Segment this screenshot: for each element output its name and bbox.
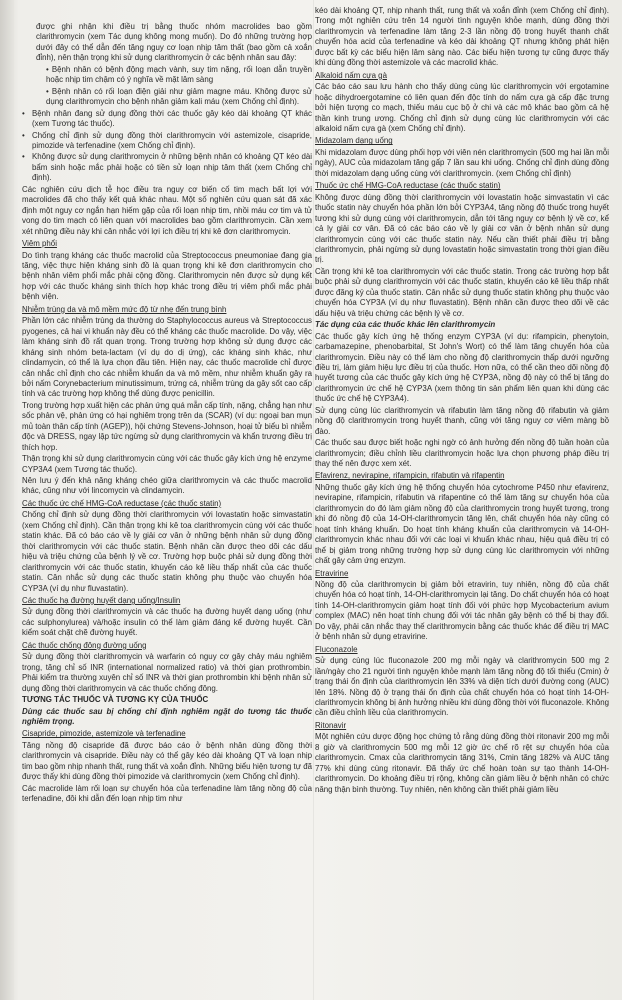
paragraph: Các nghiên cứu dịch tễ học điều tra nguy cơ biến cố tim mạch bất lợi với macrolides đã cho thấy kết quả khác nhau. Một số nghiên cứu quan sát đã xác định một nguy cơ ngắn hạn hiếm gặp của rối loạn nhịp tim, nhồi máu cơ tim và tử vong do tim mạch có liên quan với macrolides bao gồm clarithromycin. Cần xem xét những điều này khi cân nhắc với lợi ích điều trị khi kê đơn clarithromycin. (22, 184, 312, 236)
section-heading: TƯƠNG TÁC THUỐC VÀ TƯƠNG KỴ CỦA THUỐC (22, 695, 209, 705)
paragraph: được ghi nhận khi điều trị bằng thuốc nhóm macrolides bao gồm clarithromycin (xem Tác dụng không mong muốn). Do đó những trường hợp dưới đây có thể dẫn đến tăng nguy cơ loạn nhịp tâm thất (bao gồm cả xoắn đỉnh), nên thận trọng khi sử dụng clarithromycin ở các bệnh nhân sau đây: (36, 22, 312, 63)
paragraph: Các macrolide làm rối loạn sự chuyển hóa của terfenadine làm tăng nồng độ của terfenadine, đôi khi dẫn đến loạn nhịp tim như (22, 783, 312, 804)
page-binding-edge (0, 0, 14, 1000)
section-heading: Các thuốc ức chế HMG-CoA reductase (các thuốc statin) (22, 498, 222, 508)
left-text-column (22, 22, 312, 806)
section-heading: Nhiễm trùng da và mô mềm mức độ từ nhẹ đến trung bình (22, 304, 227, 314)
section-heading: Fluconazole (315, 644, 358, 654)
paragraph: Cần trọng khi kê toa clarithromycin với các thuốc statin. Trong các trường hợp bắt buộc phải sử dụng clarithromycin với các thuốc statin, khuyến cáo kê liều thấp nhất được đăng ký của thuốc statin. Cân nhắc sử dụng thuốc statin không phụ thuộc vào chuyển hóa CYP3A (ví dụ như fluvastatin). Bệnh nhân cần được theo dõi về các dấu hiệu và triệu chứng các bệnh lý về cơ. (315, 266, 609, 318)
section-heading: Alkaloid nấm cựa gà (315, 70, 387, 80)
section-heading: Tác dụng của các thuốc khác lên clarithromycin (315, 320, 496, 330)
paragraph: Các báo cáo sau lưu hành cho thấy dùng cùng lúc clarithromycin với ergotamine hoặc dihydroergotamine có liên quan đến độc tính do nấm cựa gà cấp đặc trưng bởi hiện tượng co mạch, thiếu máu cục bộ ở chi và các mô khác bao gồm cả hệ thần kinh trung ương. Chống chỉ định sử dụng cùng lúc clarithromycin với các alkaloid nấm cựa gà (xem Chống chỉ định). (315, 82, 609, 133)
section-heading: Cisapride, pimozide, astemizole và terfenadine (22, 729, 186, 739)
section-heading: Dùng các thuốc sau bị chống chỉ định nghiêm ngặt do tương tác thuốc nghiêm trọng. (22, 706, 312, 726)
paragraph: Một nghiên cứu dược động học chứng tỏ rằng dùng đồng thời ritonavir 200 mg mỗi 8 giờ và clarithromycin 500 mg mỗi 12 giờ ức chế rõ rệt sự chuyển hóa của clarithromycin. Cmax của clarithromycin tăng 31%, Cmin tăng 182% và AUC tăng 77% khi dùng cùng ritonavir. Đã thấy ức chế hoàn toàn sự tạo thành 14-OH-clarithromycin. Do khoảng điều trị rộng, không cần giảm liều ở bệnh nhân có chức năng thận bình thường. Tuy nhiên, nên không cần thiết phải giảm liều (315, 732, 609, 794)
paragraph: Chống chỉ định sử dụng đồng thời clarithromycin với lovastatin hoặc simvastatin (xem Chống chỉ định). Cần thận trọng khi kê toa clarithromycin cùng với các thuốc statin khác. Đã có báo cáo về ly giải cơ vân ở những bệnh nhân sử dụng đồng thời clarithromycin với các thuốc statin. Bệnh nhân cần được theo dõi các dấu hiệu và triệu chứng của bệnh lý về cơ. Trường hợp buộc phải sử dụng đồng thời clarithromycin với các thuốc statin, khuyến cáo kê liều thấp nhất của các thuốc statin. Cân nhắc sử dụng các thuốc statin không phụ thuộc vào chuyển hóa CYP3A (ví dụ như fluvastatin). (22, 510, 312, 593)
paragraph: Những thuốc gây kích ứng hệ thống chuyển hóa cytochrome P450 như efavirenz, nevirapine, rifampicin, rifabutin và rifapentine có thể làm tăng sự chuyển hóa của clarithromycin do đó làm giảm nồng độ của clarithromycin trong huyết tương, trong khi đó nồng độ của 14-OH-clarithromycin tăng lên, chất chuyển hóa này cũng có hoạt tính kháng khuẩn. Do hoạt tính kháng khuẩn của clarithromycin và 14-OH-clarithromycin khác nhau đối với các loại vi khuẩn khác nhau, hiệu quả điều trị có thể bị giảm trong những trường hợp sử dụng cùng lúc clarithromycin với những chất gây cảm ứng enzym. (315, 482, 609, 566)
paragraph: Tăng nồng độ cisapride đã được báo cáo ở bệnh nhân dùng đồng thời clarithromycin và cisapride. Điều này có thể gây kéo dài khoảng QT và loạn nhịp tim bao gồm nhịp nhanh thất, rung thất và xoắn đỉnh. Những biểu hiện tương tự đã được thấy khi dùng đồng thời pimozide và clarithromycin (xem Chống chỉ định). (22, 740, 312, 782)
section-heading: Midazolam dạng uống (315, 136, 393, 146)
paragraph: Nồng độ của clarithromycin bị giảm bởi etravirin, tuy nhiên, nồng độ của chất chuyển hóa có hoạt tính, 14-OH-clarithromycin lại tăng. Do chất chuyển hóa có hoạt tính 14-OH-clarithromycin giảm hoạt tính đối với phức hợp Mycobacterium avium complex (MAC) nên hoạt tính chung đối với tác nhân gây bệnh có thể bị thay đổi. Do vậy, phải cân nhắc thay thế clarithromycin bằng các thuốc khác để điều trị MAC ở bệnh nhân sử dụng etravirine. (315, 580, 609, 642)
paragraph: • Không được sử dụng clarithromycin ở những bệnh nhân có khoảng QT kéo dài bẩm sinh hoặc mắc phải hoặc có tiền sử loạn nhịp tâm thất (xem Chống chỉ định). (22, 152, 312, 183)
paragraph: • Bệnh nhân đang sử dụng đồng thời các thuốc gây kéo dài khoảng QT khác (xem Tương tác thuốc). (22, 109, 312, 130)
paragraph: Nên lưu ý đến khả năng kháng chéo giữa clarithromycin và các thuốc macrolid khác, cũng như với lincomycin và clindamycin. (22, 476, 312, 496)
column-fold-crease (313, 0, 314, 1000)
paragraph: • Bệnh nhân có rối loạn điện giải như giảm magne máu. Không được sử dụng clarithromycin cho bệnh nhân giảm kali máu (xem Chống chỉ định). (46, 86, 312, 107)
paragraph: Do tình trạng kháng các thuốc macrolid của Streptococcus pneumoniae đang gia tăng, việc thực hiện kháng sinh đồ là quan trọng khi kê đơn clarithromycin cho bệnh nhân viêm phổi mắc phải cộng đồng. Clarithromycin nên được sử dụng kết hợp với các thuốc kháng sinh thích hợp khác trong điều trị viêm phổi mắc phải bệnh viện. (22, 250, 312, 302)
section-heading: Viêm phổi (22, 239, 57, 249)
paragraph: Các thuốc sau được biết hoặc nghi ngờ có ảnh hưởng đến nồng độ tuần hoàn của clarithromycin; điều chỉnh liều clarithromycin hoặc lựa chọn phương pháp điều trị thay thế nên được xem xét. (315, 438, 609, 469)
paragraph: Sử dụng đồng thời clarithromycin và warfarin có nguy cơ gây chảy máu nghiêm trọng, tăng chỉ số INR (international normalized ratio) và thời gian prothrombin. Phải kiểm tra thường xuyên chỉ số INR và thời gian prothrombin khi bệnh nhân sử dụng đồng thời clarithromycin và các thuốc chống đông. (22, 652, 312, 693)
paragraph: Sử dụng đồng thời clarithromycin và các thuốc hạ đường huyết dạng uống (như các sulphonylurea) và/hoặc insulin có thể làm giảm đáng kể đường huyết. Cần kiểm soát chặt chẽ đường huyết. (22, 607, 312, 638)
paragraph: Khi midazolam được dùng phối hợp với viên nén clarithromycin (500 mg hai lần mỗi ngày), AUC của midazolam tăng gấp 7 lần sau khi uống. Chống chỉ định dùng đồng thời midazolam dạng uống cùng với clarithromycin. (xem Chống chỉ định) (315, 147, 609, 178)
section-heading: Ritonavir (315, 720, 347, 730)
section-heading: Efavirenz, nevirapine, rifampicin, rifabutin và rifapentin (315, 471, 505, 481)
paragraph: Sử dụng cùng lúc fluconazole 200 mg mỗi ngày và clarithromycin 500 mg 2 lần/ngày cho 21 người tình nguyện khỏe mạnh làm tăng nồng độ tối thiểu (Cmin) ở trạng thái ổn định của clarithromycin lên 33% và diện tích dưới đường cong (AUC) lên 18%. Nồng độ ở trạng thái ổn định của chất chuyển hóa có hoạt tính 14-OH-clarithromycin không bị ảnh hưởng nhiều khi dùng đồng thời với fluconazole. Không cần điều chỉnh liều của clarithromycin. (315, 656, 609, 718)
paragraph: • Bệnh nhân có bệnh động mạch vành, suy tim nặng, rối loạn dẫn truyền hoặc nhịp tim chậm có ý nghĩa về mặt lâm sàng (46, 64, 312, 85)
paragraph: Không được dùng đồng thời clarithromycin với lovastatin hoặc simvastatin vì các thuốc statin này chuyển hóa phần lớn bởi CYP3A4, tăng nồng độ thuốc trong huyết tương khi sử dụng cùng với clarithromycin, dẫn tới tăng nguy cơ bệnh lý về cơ, kể cả ly giải cơ vân. Đã có các báo cáo về ly giải cơ vân ở bệnh nhân sử dụng clarithromycin cùng với các thuốc statin này. Nếu cần thiết phải điều trị bằng clarithromycin, phải ngừng sử dụng lovastatin hoặc simvastatin trong thời gian điều trị. (315, 192, 609, 265)
section-heading: Etravirine (315, 568, 349, 578)
right-text-column (315, 6, 609, 796)
paragraph: Phần lớn các nhiễm trùng da thường do Staphylococcus aureus và Streptococcus pyogenes, cả hai vi khuẩn này đều có thể kháng các thuốc macrolide. Do vậy, việc làm kháng sinh đồ rất quan trọng. Trong trường hợp không sử dụng được các kháng sinh nhóm beta-lactam (ví dụ do dị ứng), các kháng sinh khác, như clindamycin, có thể là lựa chọn đầu tiên. Hiện nay, các thuốc macrolide chỉ được cân nhắc chỉ định cho các nhiễm khuẩn da và mô mềm, như nhiễm khuẩn gây ra bởi nấm Corynebacterium minutissimum, trứng cá, nhiễm trùng da gây sốt cao cấp tính và các trường hợp không thể dùng được penicillin. (22, 316, 312, 399)
section-heading: Thuốc ức chế HMG-CoA reductase (các thuốc statin) (315, 181, 501, 191)
paragraph: Thận trọng khi sử dụng clarithromycin cùng với các thuốc gây kích ứng hệ enzyme CYP3A4 (xem Tương tác thuốc). (22, 454, 312, 474)
paragraph: Sử dụng cùng lúc clarithromycin và rifabutin làm tăng nồng độ rifabutin và giảm nồng độ clarithromycin trong huyết thanh, cũng với tăng nguy cơ viêm màng bồ đào. (315, 405, 609, 436)
section-heading: Các thuốc chống đông đường uống (22, 640, 147, 650)
paragraph: • Chống chỉ định sử dụng đồng thời clarithromycin với astemizole, cisapride, pimozide và terfenadine (xem Chống chỉ định). (22, 131, 312, 152)
paragraph: Trong trường hợp xuất hiện các phản ứng quá mẫn cấp tính, nặng, chẳng hạn như sốc phản vệ, phản ứng có hại nghiêm trọng trên da (SCAR) (ví dụ: ngoại ban mụn mủ toàn thân cấp tính (AGEP)), hội chứng Stevens-Johnson, hoại tử biểu bì nhiễm độc và DRESS, ngay lập tức ngừng sử dụng clarithromycin và khẩn trương điều trị thích hợp. (22, 400, 312, 452)
section-heading: Các thuốc hạ đường huyết dạng uống/Insulin (22, 596, 181, 606)
paragraph: kéo dài khoảng QT, nhịp nhanh thất, rung thất và xoắn đỉnh (xem Chống chỉ định). Trong một nghiên cứu trên 14 người tình nguyện khỏe mạnh, dùng đồng thời clarithromycin và terfenadine làm tăng 2-3 lần nồng độ trong huyết thanh chất chuyển hóa acid của terfenadine và kéo dài khoảng QT nhưng không phát hiện được bất kỳ các biểu hiện lâm sàng nào. Các biểu hiện tương tự cũng được thấy khi dùng đồng thời astemizole và các macrolid khác. (315, 6, 609, 68)
paragraph: Các thuốc gây kích ứng hệ thống enzym CYP3A (ví dụ: rifampicin, phenytoin, carbamazepine, phenobarbital, St John's Wort) có thể làm tăng chuyển hóa của clarithromycin. Điều này có thể làm cho nồng độ clarithromycin thấp dưới ngưỡng điều trị, làm giảm hiệu lực điều trị của thuốc. Hơn nữa, có thể cần theo dõi nồng độ huyết tương của các thuốc gây kích ứng hệ CYP3A, nồng độ này có thể bị tăng do clarithromycin ức chế hệ CYP3A (xem thông tin sản phẩm liên quan khi dùng các thuốc ức chế hệ CYP3A4). (315, 331, 609, 404)
